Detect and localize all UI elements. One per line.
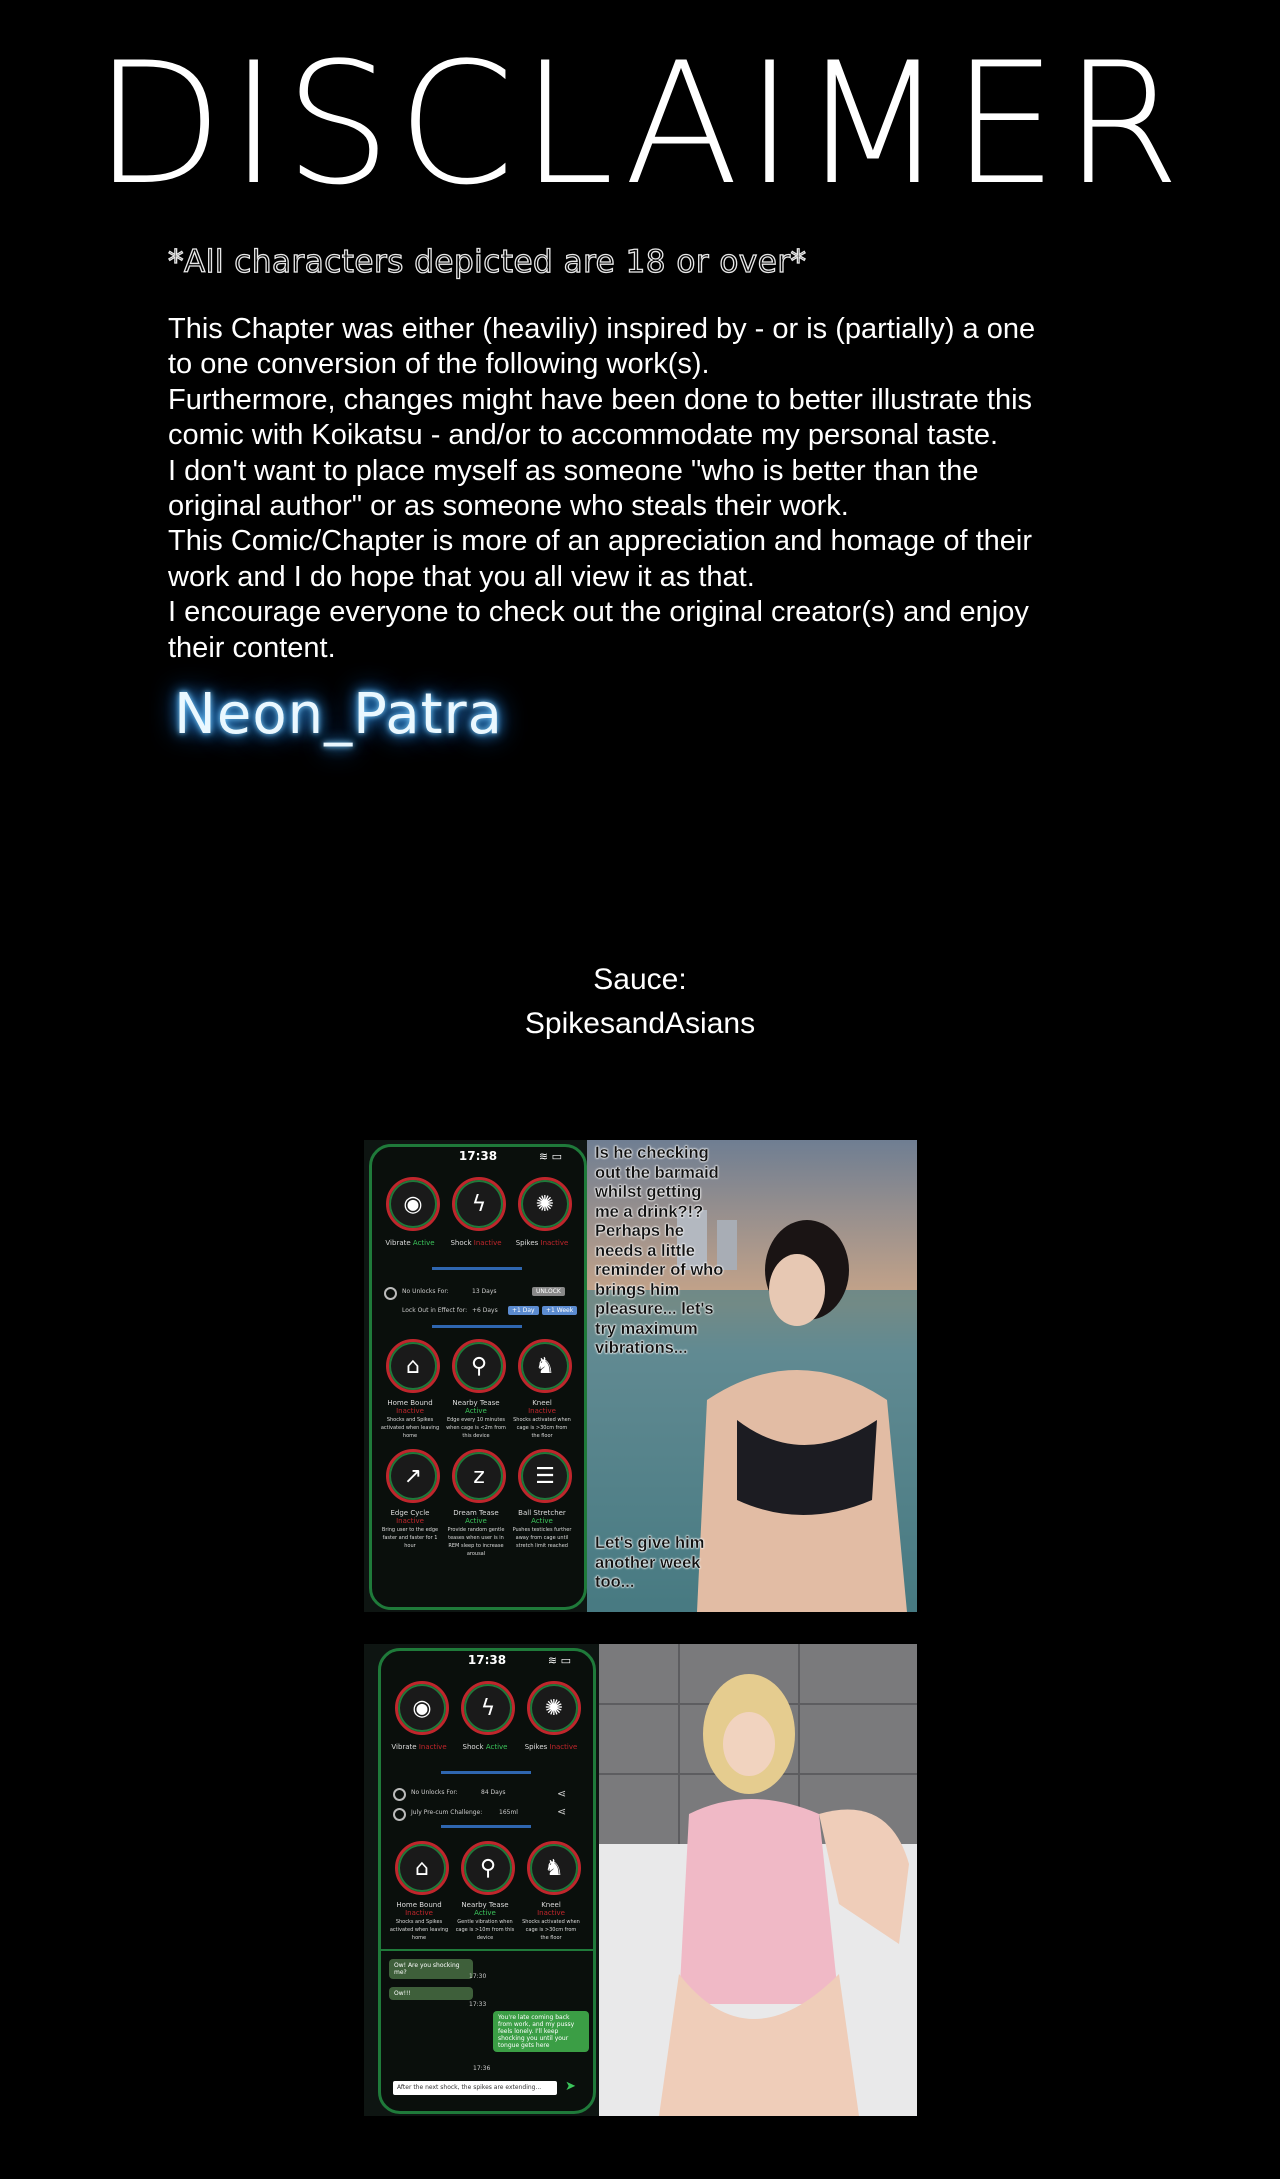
share-icon[interactable]: ⋖ bbox=[557, 1805, 567, 1818]
feature-state: Active bbox=[531, 1517, 553, 1525]
feature-desc: Shocks activated when cage is >30cm from the floor bbox=[522, 1919, 580, 1941]
feature-name: Nearby Tease bbox=[452, 1399, 500, 1407]
message-input[interactable]: After the next shock, the spikes are extending... bbox=[393, 2081, 557, 2095]
divider bbox=[432, 1267, 522, 1270]
unlock-button[interactable]: UNLOCK bbox=[532, 1287, 565, 1296]
mode-state: Inactive bbox=[549, 1743, 578, 1751]
phone-clock: 17:38 bbox=[458, 1149, 498, 1163]
add-week-button[interactable]: +1 Week bbox=[542, 1306, 577, 1315]
droplet-icon bbox=[393, 1808, 406, 1821]
challenge-label: July Pre-cum Challenge: bbox=[411, 1809, 483, 1816]
feature-desc: Bring user to the edge faster and faster for 1 hour bbox=[381, 1527, 439, 1549]
spikes-icon: ✺ bbox=[518, 1177, 572, 1231]
vibrate-icon: ◉ bbox=[395, 1681, 449, 1735]
chat-bubble-received: Ow! Are you shocking me? bbox=[389, 1959, 473, 1979]
comic-panel-2 bbox=[364, 1644, 917, 2116]
neon-signature: Neon_Patra bbox=[174, 682, 503, 747]
chat-time: 17:36 bbox=[473, 2065, 491, 2072]
send-icon[interactable]: ➤ bbox=[565, 2079, 576, 2094]
age-notice: *All characters depicted are 18 or over* bbox=[168, 244, 807, 280]
chat-time: 17:33 bbox=[469, 2001, 487, 2008]
challenge-value: 165ml bbox=[499, 1809, 518, 1816]
caption-line: out the barmaid bbox=[595, 1163, 719, 1182]
share-icon[interactable]: ⋖ bbox=[557, 1787, 567, 1800]
no-unlocks-label: No Unlocks For: bbox=[411, 1789, 458, 1796]
body-line: original author" or as someone who steals their work. bbox=[168, 490, 849, 523]
feature-name: Home Bound bbox=[387, 1399, 433, 1407]
mode-state: Active bbox=[485, 1743, 508, 1751]
feature-name: Nearby Tease bbox=[461, 1901, 509, 1909]
page-title: DISCLAIMER bbox=[93, 26, 1187, 222]
lockout-label: Lock Out in Effect for: bbox=[402, 1307, 468, 1314]
phone-clock: 17:38 bbox=[467, 1653, 507, 1667]
caption-line: try maximum bbox=[595, 1319, 698, 1338]
body-line: Furthermore, changes might have been done to better illustrate this bbox=[168, 383, 1033, 416]
caption-line: Is he checking bbox=[595, 1144, 709, 1162]
feature-name: Edge Cycle bbox=[390, 1509, 430, 1517]
chart-up-icon[interactable]: ↗ bbox=[386, 1449, 440, 1503]
caption-line: Let's give him bbox=[595, 1534, 705, 1552]
dog-icon[interactable]: ♞ bbox=[527, 1841, 581, 1895]
no-unlocks-label: No Unlocks For: bbox=[402, 1288, 449, 1295]
feature-desc: Edge every 10 minutes when cage is <2m from this device bbox=[446, 1417, 506, 1439]
chat-bubble-received: Ow!!! bbox=[389, 1987, 473, 2000]
feature-desc: Shocks activated when cage is >30cm from the floor bbox=[513, 1417, 571, 1439]
comic-panel-1 bbox=[364, 1140, 917, 1612]
divider bbox=[441, 1771, 531, 1774]
caption-line: too... bbox=[595, 1573, 635, 1591]
shock-icon: ϟ bbox=[461, 1681, 515, 1735]
feature-name: Dream Tease bbox=[453, 1509, 499, 1517]
caption-line: another week bbox=[595, 1553, 701, 1572]
spikes-icon: ✺ bbox=[527, 1681, 581, 1735]
mode-label: Vibrate bbox=[391, 1743, 417, 1751]
body-line: comic with Koikatsu - and/or to accommodate my personal taste. bbox=[168, 419, 999, 452]
caption-line: brings him bbox=[595, 1280, 680, 1299]
feature-desc: Shocks and Spikes activated when leaving home bbox=[380, 1417, 440, 1439]
sauce-label: Sauce: bbox=[593, 963, 687, 996]
mode-state: Active bbox=[412, 1239, 435, 1247]
caption-line: needs a little bbox=[595, 1241, 695, 1260]
disclaimer-body bbox=[168, 312, 1148, 666]
mode-state: Inactive bbox=[473, 1239, 502, 1247]
mode-label: Vibrate bbox=[385, 1239, 411, 1247]
feature-state: Inactive bbox=[396, 1517, 424, 1525]
dog-icon[interactable]: ♞ bbox=[518, 1339, 572, 1393]
stretcher-icon[interactable]: ☰ bbox=[518, 1449, 572, 1503]
feature-state: Active bbox=[474, 1909, 496, 1917]
body-line: This Chapter was either (heaviliy) inspired by - or is (partially) a one bbox=[168, 313, 1036, 345]
mode-state: Inactive bbox=[540, 1239, 569, 1247]
body-line: I encourage everyone to check out the original creator(s) and enjoy bbox=[168, 596, 1029, 629]
mode-label: Spikes bbox=[515, 1239, 539, 1247]
sleep-icon[interactable]: z bbox=[452, 1449, 506, 1503]
feature-desc: Shocks and Spikes activated when leaving home bbox=[389, 1919, 449, 1941]
feature-state: Active bbox=[465, 1517, 487, 1525]
home-icon[interactable]: ⌂ bbox=[386, 1339, 440, 1393]
shock-icon: ϟ bbox=[452, 1177, 506, 1231]
body-line: to one conversion of the following work(s). bbox=[168, 348, 710, 381]
caption-bottom bbox=[595, 1534, 704, 1593]
body-line: I don't want to place myself as someone "who is better than the bbox=[168, 454, 979, 487]
phone-mockup bbox=[378, 1648, 596, 2114]
mode-label: Shock bbox=[450, 1239, 472, 1247]
sauce-credit bbox=[0, 958, 1280, 1046]
caption-line: pleasure... let's bbox=[595, 1300, 714, 1318]
chat-time: 17:30 bbox=[469, 1973, 487, 1980]
caption-line: Perhaps he bbox=[595, 1222, 684, 1240]
lockout-value: +6 Days bbox=[472, 1307, 498, 1314]
body-line: This Comic/Chapter is more of an appreciation and homage of their bbox=[168, 525, 1032, 558]
sauce-name: SpikesandAsians bbox=[524, 1007, 756, 1040]
wifi-battery-icon: ≋ ▭ bbox=[538, 1150, 562, 1163]
feature-state: Inactive bbox=[396, 1407, 424, 1415]
feature-desc: Pushes testicles further away from cage until stretch limit reached bbox=[512, 1527, 572, 1549]
feature-state: Inactive bbox=[528, 1407, 556, 1415]
no-unlocks-value: 13 Days bbox=[472, 1288, 497, 1295]
body-line: work and I do hope that you all view it as that. bbox=[168, 560, 755, 593]
feature-state: Inactive bbox=[537, 1909, 565, 1917]
location-pin-icon[interactable]: ⚲ bbox=[461, 1841, 515, 1895]
add-day-button[interactable]: +1 Day bbox=[508, 1306, 539, 1315]
mode-label: Spikes bbox=[524, 1743, 548, 1751]
mode-state: Inactive bbox=[418, 1743, 447, 1751]
caption-line: me a drink?!? bbox=[595, 1202, 704, 1221]
chat-bubble-sent: You're late coming back from work, and my pussy feels lonely. I'll keep shocking you until your tongue gets here bbox=[493, 2011, 589, 2052]
home-icon[interactable]: ⌂ bbox=[395, 1841, 449, 1895]
wifi-battery-icon: ≋ ▭ bbox=[547, 1654, 571, 1667]
body-line: their content. bbox=[168, 631, 336, 664]
feature-name: Kneel bbox=[532, 1399, 552, 1407]
feature-desc: Provide random gentle teases when user is in REM sleep to increase arousal bbox=[447, 1527, 505, 1557]
feature-state: Active bbox=[465, 1407, 487, 1415]
feature-name: Kneel bbox=[541, 1901, 561, 1909]
location-pin-icon[interactable]: ⚲ bbox=[452, 1339, 506, 1393]
no-icon bbox=[393, 1788, 406, 1801]
feature-state: Inactive bbox=[405, 1909, 433, 1917]
vibrate-icon: ◉ bbox=[386, 1177, 440, 1231]
feature-name: Ball Stretcher bbox=[518, 1509, 566, 1517]
caption-top bbox=[595, 1144, 723, 1359]
feature-name: Home Bound bbox=[396, 1901, 442, 1909]
caption-line: vibrations... bbox=[595, 1339, 688, 1357]
feature-desc: Gentle vibration when cage is >10m from this device bbox=[455, 1919, 515, 1941]
caption-line: whilst getting bbox=[595, 1183, 702, 1201]
no-icon bbox=[384, 1287, 397, 1300]
no-unlocks-value: 84 Days bbox=[481, 1789, 506, 1796]
divider bbox=[441, 1825, 531, 1828]
mode-label: Shock bbox=[462, 1743, 484, 1751]
photo-bedroom bbox=[599, 1644, 917, 2116]
divider bbox=[432, 1325, 522, 1328]
caption-line: reminder of who bbox=[595, 1261, 724, 1279]
phone-mockup bbox=[369, 1144, 587, 1610]
divider bbox=[381, 1949, 593, 1951]
